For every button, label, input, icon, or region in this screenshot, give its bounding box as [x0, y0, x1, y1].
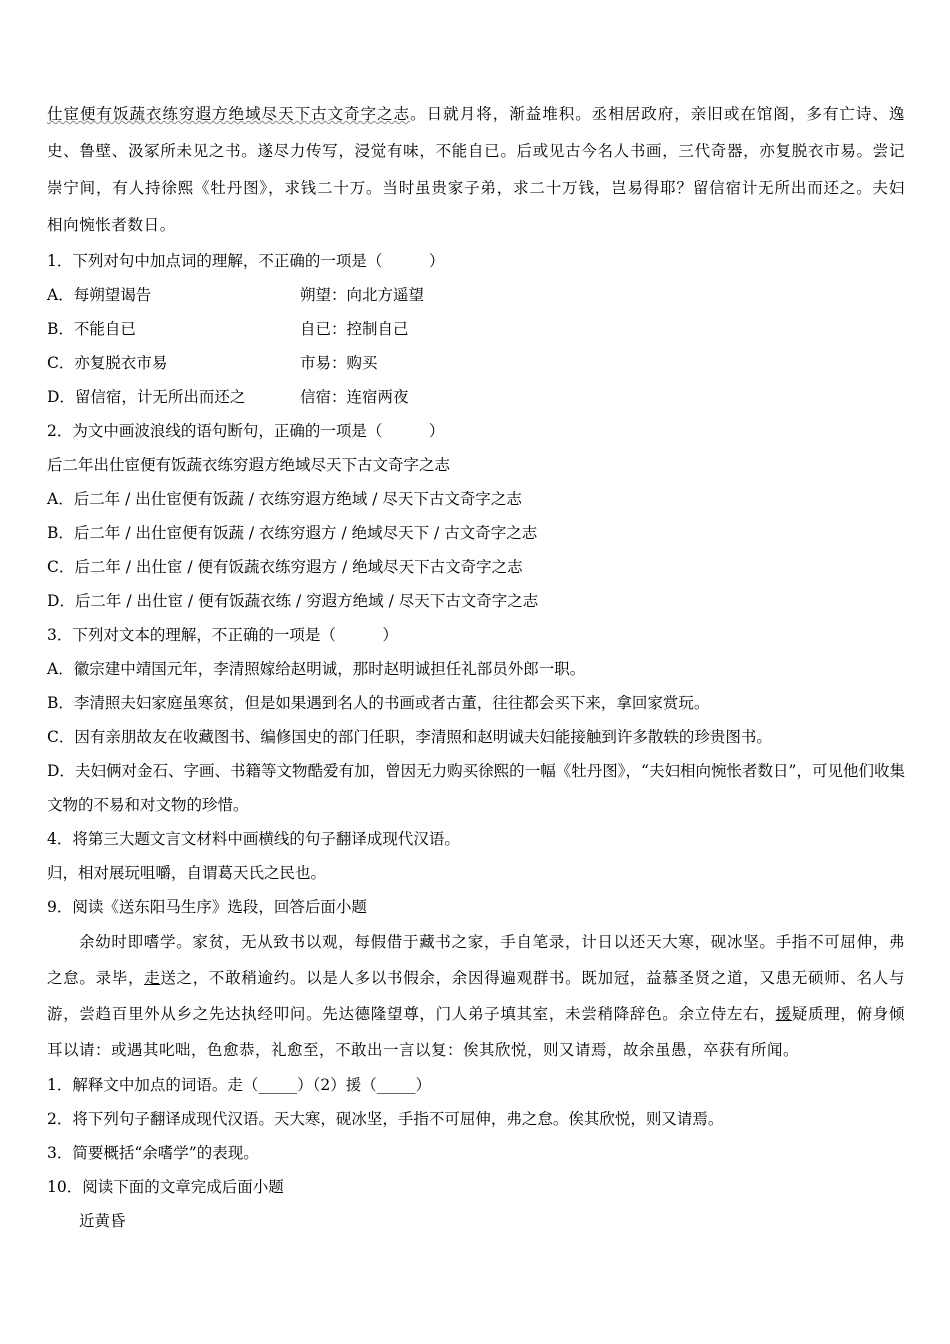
q3-option: C．因有亲朋故友在收藏图书、编修国史的部门任职，李清照和赵明诚夫妇能接触到许多散轶的珍贵图书。 — [47, 728, 772, 746]
wavy-underlined-sentence: 仕宦便有饭蔬衣练穷遐方绝域尽天下古文奇字之志 — [47, 105, 411, 123]
q1-option: C．亦复脱衣市易 市易：购买 — [47, 354, 378, 372]
question-9-title: 9．阅读《送东阳马生序》选段，回答后面小题 — [47, 898, 367, 916]
q3-option: B．李清照夫妇家庭虽寒贫，但是如果遇到名人的书画或者古董，往往都会买下来，拿回家赏玩。 — [47, 694, 710, 712]
passage-paragraph: 仕宦便有饭蔬衣练穷遐方绝域尽天下古文奇字之志。日就月将，渐益堆积。丞相居政府，亲旧或在馆阁，多有亡诗、逸史、鲁壁、汲冢所未见之书。遂尽力传写，浸觉有味，不能自已。后或见古今名人书画，三代奇器，亦复脱衣市易。尝记崇宁间，有人持徐熙《牡丹图》，求钱二十万。当时虽贵家子弟，求二十万钱，岂易得耶？留信宿计无所出而还之。夫妇相向惋怅者数日。 — [47, 105, 905, 234]
q3-option: A．徽宗建中靖国元年，李清照嫁给赵明诚，那时赵明诚担任礼部员外郎一职。 — [47, 660, 586, 678]
q9-subquestion: 1．解释文中加点的词语。走（_____）（2）援（_____） — [47, 1076, 431, 1094]
q1-option: D．留信宿，计无所出而还之 信宿：连宿两夜 — [47, 388, 409, 406]
dotted-word: 援 — [775, 1005, 792, 1023]
q2-option: B．后二年 / 出仕宦便有饭蔬 / 衣练穷遐方 / 绝域尽天下 / 古文奇字之志 — [47, 524, 538, 542]
q1-option: A．每朔望谒告 朔望：向北方遥望 — [47, 286, 425, 304]
q2-option: C．后二年 / 出仕宦 / 便有饭蔬衣练穷遐方 / 绝域尽天下古文奇字之志 — [47, 558, 523, 576]
document-page — [47, 96, 905, 1238]
question-4-stem: 4．将第三大题文言文材料中画横线的句子翻译成现代汉语。 — [47, 830, 460, 848]
q9-passage: 余幼时即嗜学。家贫，无从致书以观，每假借于藏书之家，手自笔录，计日以还天大寒，砚冰坚。手指不可屈伸，弗之怠。录毕，走送之，不敢稍逾约。以是人多以书假余，余因得遍观群书。既加冠，益慕圣贤之道，又患无硕师、名人与游，尝趋百里外从乡之先达执经叩问。先达德隆望尊，门人弟子填其室，未尝稍降辞色。余立侍左右，援疑质理，俯身倾耳以请：或遇其叱咄，色愈恭，礼愈至，不敢出一言以复：俟其欣悦，则又请焉，故余虽愚，卒获有所闻。 — [47, 933, 905, 1059]
q2-option: A．后二年 / 出仕宦便有饭蔬 / 衣练穷遐方绝域 / 尽天下古文奇字之志 — [47, 490, 522, 508]
q2-option: D．后二年 / 出仕宦 / 便有饭蔬衣练 / 穷遐方绝域 / 尽天下古文奇字之志 — [47, 592, 539, 610]
q9-subquestion: 3．简要概括“余嗜学”的表现。 — [47, 1144, 259, 1162]
q2-sentence: 后二年出仕宦便有饭蔬衣练穷遐方绝域尽天下古文奇字之志 — [47, 456, 451, 474]
question-10-title: 10．阅读下面的文章完成后面小题 — [47, 1178, 284, 1196]
question-3-stem: 3．下列对文本的理解，不正确的一项是（ ） — [47, 626, 398, 644]
q4-sentence: 归，相对展玩咀嚼，自谓葛天氏之民也。 — [47, 864, 327, 882]
q3-option: D．夫妇俩对金石、字画、书籍等文物酷爱有加，曾因无力购买徐熙的一幅《牡丹图》，“夫妇相向惋怅者数日”，可见他们收集文物的不易和对文物的珍惜。 — [47, 762, 905, 814]
q1-option: B．不能自已 自已：控制自己 — [47, 320, 409, 338]
question-2-stem: 2．为文中画波浪线的语句断句，正确的一项是（ ） — [47, 422, 445, 440]
question-1-stem: 1．下列对句中加点词的理解，不正确的一项是（ ） — [47, 252, 445, 270]
q9-subquestion: 2．将下列句子翻译成现代汉语。天大寒，砚冰坚，手指不可屈伸，弗之怠。俟其欣悦，则又请焉。 — [47, 1110, 724, 1128]
article-title: 近黄昏 — [79, 1212, 126, 1230]
dotted-word: 走 — [144, 969, 161, 987]
